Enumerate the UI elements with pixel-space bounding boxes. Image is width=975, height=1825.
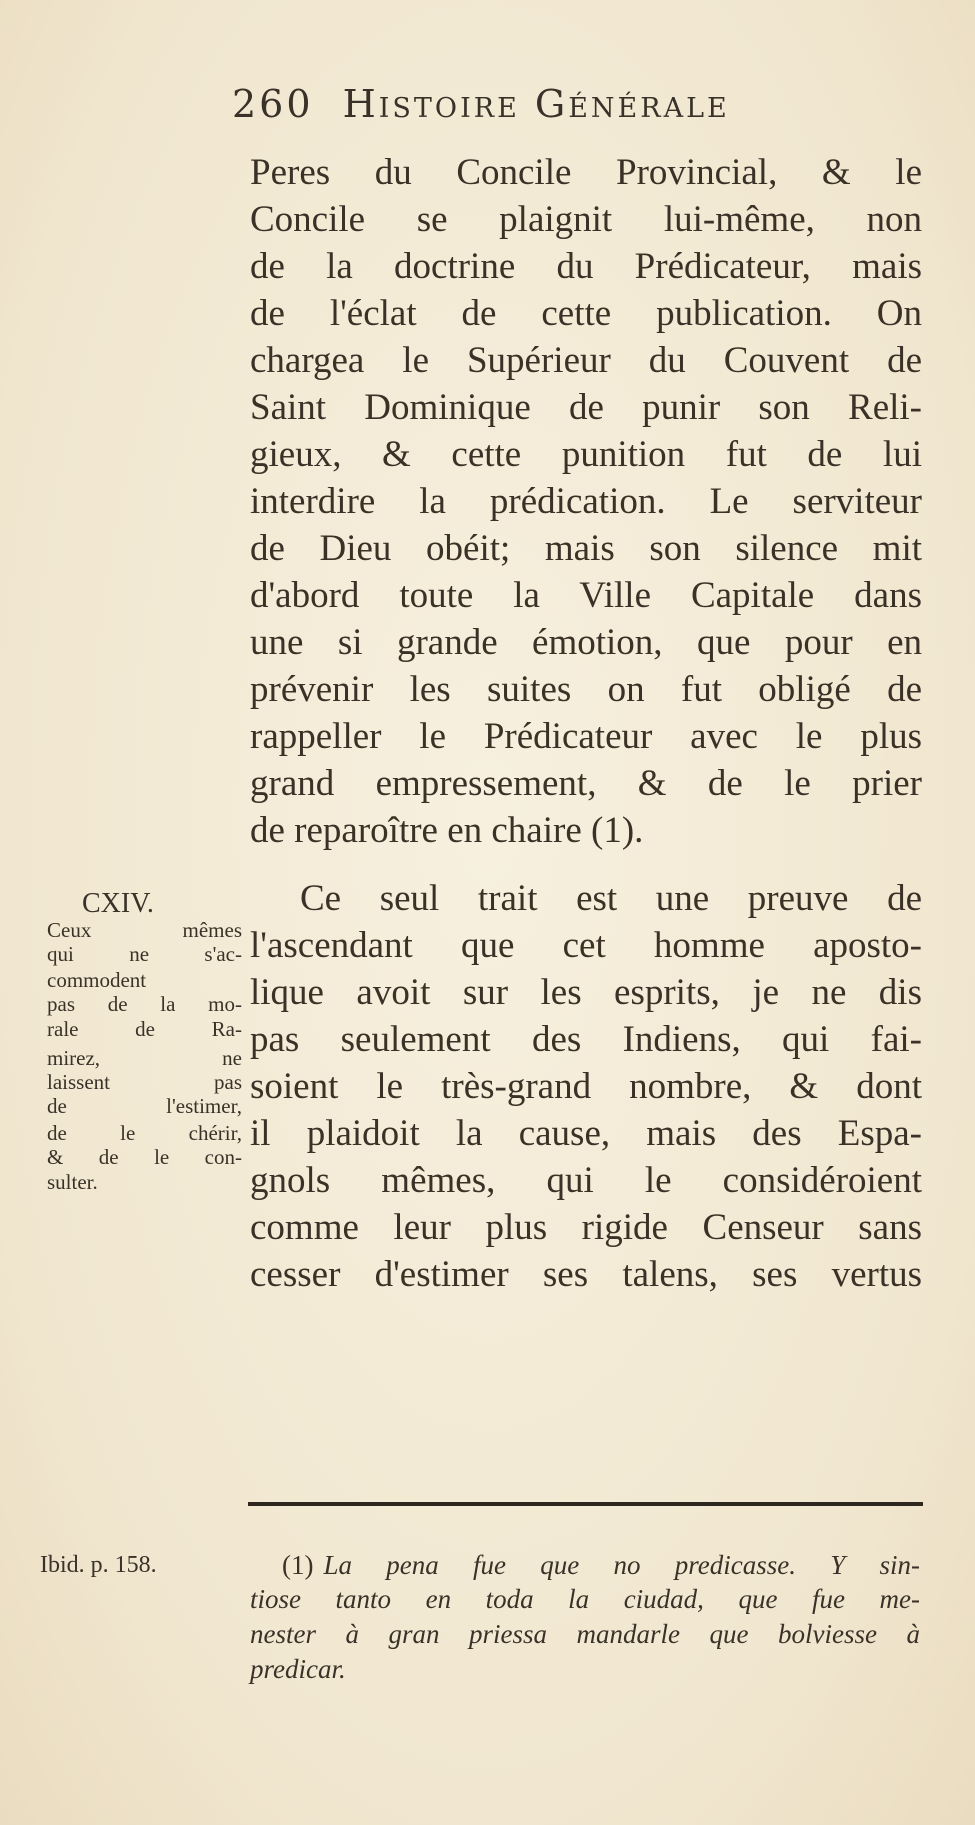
body-line: de Dieu obéit; mais son silence mit bbox=[250, 528, 922, 569]
footnote-text: La pena fue que no predicasse. Y sin- bbox=[323, 1550, 920, 1580]
margin-note-line: rale de Ra- bbox=[47, 1017, 242, 1041]
margin-note-line: laissent pas bbox=[47, 1070, 242, 1094]
body-line: il plaidoit la cause, mais des Espa- bbox=[250, 1113, 922, 1154]
body-line: pas seulement des Indiens, qui fai- bbox=[250, 1019, 922, 1060]
body-line: d'abord toute la Ville Capitale dans bbox=[250, 575, 922, 616]
body-line: interdire la prédication. Le serviteur bbox=[250, 481, 922, 522]
body-line: gnols mêmes, qui le considéroient bbox=[250, 1160, 922, 1201]
margin-note-line: & de le con- bbox=[47, 1145, 242, 1169]
margin-note-line: mirez, ne bbox=[47, 1046, 242, 1070]
body-line: Saint Dominique de punir son Reli- bbox=[250, 387, 922, 428]
body-line: Peres du Concile Provincial, & le bbox=[250, 152, 922, 193]
margin-note-line: qui ne s'ac- bbox=[47, 942, 242, 966]
body-line: Ce seul trait est une preuve de bbox=[300, 878, 922, 919]
footnote-marker: (1) bbox=[282, 1550, 314, 1580]
margin-note-line: commodent bbox=[47, 968, 147, 992]
body-line: gieux, & cette punition fut de lui bbox=[250, 434, 922, 475]
body-line: de reparoître en chaire (1). bbox=[250, 810, 644, 851]
body-line: lique avoit sur les esprits, je ne dis bbox=[250, 972, 922, 1013]
body-line: une si grande émotion, que pour en bbox=[250, 622, 922, 663]
footnote-line: nester à gran priessa mandarle que bolviesse à bbox=[250, 1619, 920, 1649]
body-line: de la doctrine du Prédicateur, mais bbox=[250, 246, 922, 287]
body-line: l'ascendant que cet homme aposto- bbox=[250, 925, 922, 966]
running-header bbox=[232, 82, 922, 132]
footnote-line: predicar. bbox=[250, 1654, 346, 1684]
body-line: comme leur plus rigide Censeur sans bbox=[250, 1207, 922, 1248]
footnote-line bbox=[282, 1548, 920, 1582]
margin-note-line: de l'estimer, bbox=[47, 1094, 242, 1118]
margin-note-line: sulter. bbox=[47, 1170, 98, 1194]
margin-note-line: de le chérir, bbox=[47, 1121, 242, 1145]
body-line: prévenir les suites on fut obligé de bbox=[250, 669, 922, 710]
body-line: soient le très-grand nombre, & dont bbox=[250, 1066, 922, 1107]
page-number: 260 bbox=[232, 82, 314, 126]
margin-section-number: CXIV. bbox=[82, 888, 154, 919]
footnote-source: Ibid. p. 158. bbox=[40, 1552, 157, 1578]
margin-note-line: pas de la mo- bbox=[47, 992, 242, 1016]
body-line: rappeller le Prédicateur avec le plus bbox=[250, 716, 922, 757]
body-line: de l'éclat de cette publication. On bbox=[250, 293, 922, 334]
footnote-divider bbox=[248, 1502, 923, 1506]
margin-note-line: Ceux mêmes bbox=[47, 918, 242, 942]
body-line: chargea le Supérieur du Couvent de bbox=[250, 340, 922, 381]
running-title: Histoire Générale bbox=[342, 82, 730, 126]
body-line: cesser d'estimer ses talens, ses vertus bbox=[250, 1254, 922, 1295]
footnote-line: tiose tanto en toda la ciudad, que fue me- bbox=[250, 1584, 920, 1614]
body-line: grand empressement, & de le prier bbox=[250, 763, 922, 804]
body-line: Concile se plaignit lui-même, non bbox=[250, 199, 922, 240]
